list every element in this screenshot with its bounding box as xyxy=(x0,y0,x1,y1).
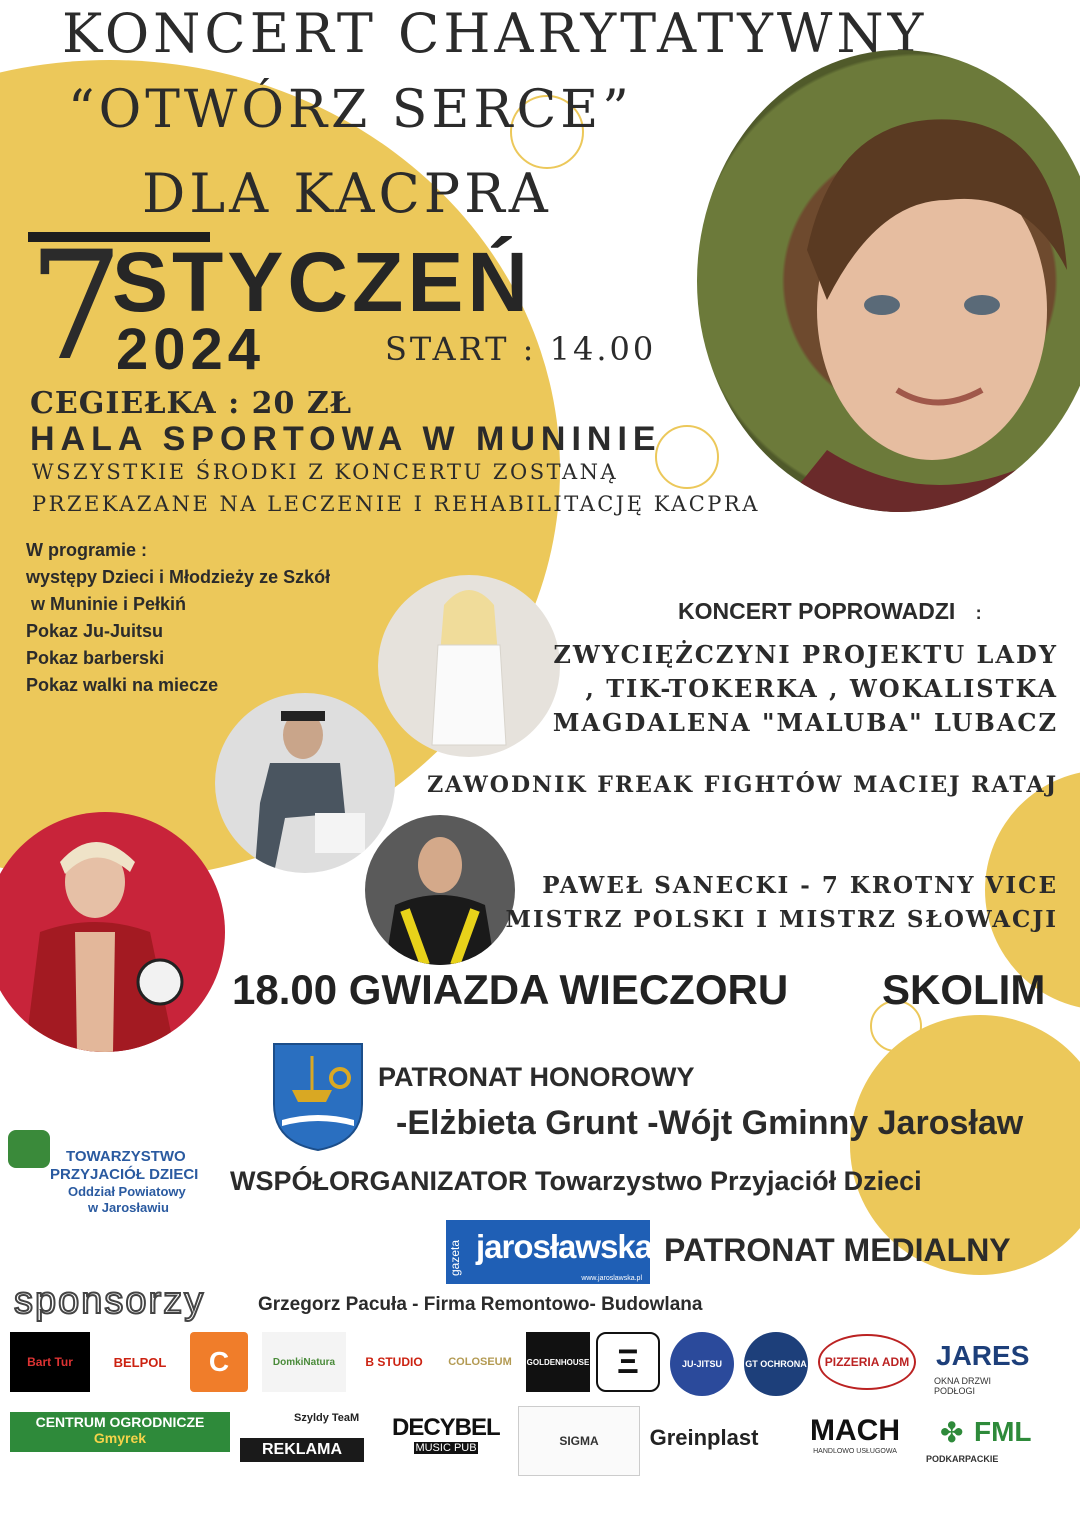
host-line-3: MAGDALENA "MALUBA" LUBACZ xyxy=(552,708,1058,737)
sponsor-logo-b-studio: B STUDIO xyxy=(358,1332,430,1392)
honorary-patronage-person: -Elżbieta Grunt -Wójt Gminny Jarosław xyxy=(396,1104,1024,1142)
fml-sub: PODKARPACKIE xyxy=(926,1454,999,1464)
media-patronage: PATRONAT MEDIALNY xyxy=(664,1232,1011,1268)
star-photo xyxy=(0,812,225,1052)
program-item-3: Pokaz Ju-Juitsu xyxy=(26,621,164,641)
sponsor-logo-pizzeria-adm: PIZZERIA ADM xyxy=(818,1334,916,1390)
sponsor-logo-gt-ochrona: GT OCHRONA xyxy=(744,1332,808,1396)
sponsor-logo-centrum-ogrodnicze xyxy=(10,1412,230,1452)
host-photo xyxy=(378,575,560,757)
media-logo-name: jarosławska xyxy=(476,1228,653,1265)
racer-line-2: MISTRZ POLSKI I MISTRZ SŁOWACJI xyxy=(505,906,1058,933)
kacper-portrait-icon xyxy=(697,50,1080,512)
sponsor-logo-xi: Ξ xyxy=(596,1332,660,1392)
host-title-text: KONCERT POPROWADZI xyxy=(678,598,956,624)
sponsor-logo-ju-jitsu: JU-JITSU xyxy=(670,1332,734,1396)
szyldy-team-reklama: REKLAMA xyxy=(240,1438,364,1462)
sponsors-main: Grzegorz Pacuła - Firma Remontowo- Budowlana xyxy=(258,1294,703,1315)
jares-sub: OKNA DRZWI PODŁOGI xyxy=(934,1376,992,1396)
title-line-3: DLA KACPRA xyxy=(142,162,552,225)
program-item-1: występy Dzieci i Młodzieży ze Szkół xyxy=(26,567,331,587)
venue: HALA SPORTOWA W MUNINIE xyxy=(30,420,662,458)
ring-decoration-2 xyxy=(655,425,719,489)
program-title: W programie : xyxy=(26,540,148,560)
sponsor-logo-szyldy-team xyxy=(240,1412,364,1462)
racer-photo xyxy=(365,815,515,965)
title-line-1: KONCERT CHARYTATYWNY xyxy=(62,2,928,65)
sponsor-logo-domki-natura: DomkiNatura xyxy=(262,1332,346,1392)
sponsor-logo-greinplast: Greinplast xyxy=(644,1420,764,1456)
sponsor-logo-belpol: BELPOL xyxy=(104,1332,176,1392)
date-year: 2024 xyxy=(116,317,266,382)
coat-of-arms-icon xyxy=(272,1042,364,1152)
sponsor-logo-jares xyxy=(932,1340,1032,1396)
media-logo-url: www.jaroslawska.pl xyxy=(581,1275,642,1282)
host-line-2: , TIK-TOKERKA , WOKALISTKA xyxy=(585,674,1058,703)
tpd-line-3: Oddział Powiatowy xyxy=(68,1184,186,1199)
date-day: 7 xyxy=(28,220,124,394)
sponsor-logo-goldenhouse: GOLDENHOUSE xyxy=(526,1332,590,1392)
tpd-line-2: PRZYJACIÓŁ DZIECI xyxy=(50,1166,199,1183)
host-title-colon: : xyxy=(975,603,982,623)
star-time-label: 18.00 GWIAZDA WIECZORU xyxy=(232,966,789,1013)
jares-name: JARES xyxy=(936,1340,1030,1371)
szyldy-team-name: Szyldy TeaM xyxy=(294,1412,360,1424)
centrum-ogrodnicze-name: CENTRUM OGRODNICZE xyxy=(35,1414,205,1430)
coorganizer: WSPÓŁORGANIZATOR Towarzystwo Przyjaciół Dzieci xyxy=(230,1166,922,1196)
decybel-sub: MUSIC PUB xyxy=(415,1442,477,1454)
honorary-patronage-title: PATRONAT HONOROWY xyxy=(378,1062,695,1092)
program-item-4: Pokaz barberski xyxy=(26,648,165,668)
purpose-line-2: PRZEKAZANE NA LECZENIE I REHABILITACJĘ KACPRA xyxy=(32,492,760,516)
mach-sub: HANDLOWO USŁUGOWA xyxy=(813,1448,897,1455)
sponsor-logo-c: C xyxy=(190,1332,248,1392)
sponsor-logo-mach xyxy=(800,1414,910,1470)
date-month: STYCZEŃ xyxy=(112,235,533,329)
media-logo-small: gazeta xyxy=(448,1239,462,1276)
program-item-2: w Muninie i Pełkiń xyxy=(26,594,187,614)
fighter-photo xyxy=(215,693,395,873)
sponsor-logo-coloseum: COLOSEUM xyxy=(440,1332,520,1392)
ticket-price: CEGIEŁKA : 20 ZŁ xyxy=(30,386,353,421)
tpd-logo xyxy=(6,1128,226,1218)
centrum-ogrodnicze-sub: Gmyrek xyxy=(93,1430,147,1446)
host-line-1: ZWYCIĘŻCZYNI PROJEKTU LADY xyxy=(553,640,1058,669)
mach-name: MACH xyxy=(810,1414,900,1447)
sponsor-logo-bart-tur: Bart Tur xyxy=(10,1332,90,1392)
media-logo xyxy=(446,1220,653,1284)
sponsor-logo-fml xyxy=(926,1414,1046,1470)
tpd-line-1: TOWARZYSTWO xyxy=(66,1148,186,1165)
sponsors-label: sponsorzy xyxy=(14,1280,206,1322)
title-line-2: “OTWÓRZ SERCE” xyxy=(68,80,633,140)
star-name: SKOLIM xyxy=(882,966,1046,1013)
host-title xyxy=(678,598,982,625)
decybel-name: DECYBEL xyxy=(392,1414,500,1441)
fighter-info: ZAWODNIK FREAK FIGHTÓW MACIEJ RATAJ xyxy=(427,772,1058,798)
sponsor-logo-decybel xyxy=(392,1414,506,1466)
program-item-5: Pokaz walki na miecze xyxy=(26,675,219,695)
tpd-line-4: w Jarosławiu xyxy=(88,1200,169,1215)
sponsor-logo-sigma: SIGMA xyxy=(518,1406,640,1476)
fml-clover-icon: ✤ xyxy=(940,1417,964,1448)
purpose-line-1: WSZYSTKIE ŚRODKI Z KONCERTU ZOSTANĄ xyxy=(32,460,619,484)
racer-line-1: PAWEŁ SANECKI - 7 KROTNY VICE xyxy=(542,872,1058,899)
start-time: START : 14.00 xyxy=(385,330,657,368)
fml-name: FML xyxy=(974,1416,1032,1447)
kacper-photo xyxy=(697,50,1080,512)
tpd-logo-icon xyxy=(8,1130,50,1168)
